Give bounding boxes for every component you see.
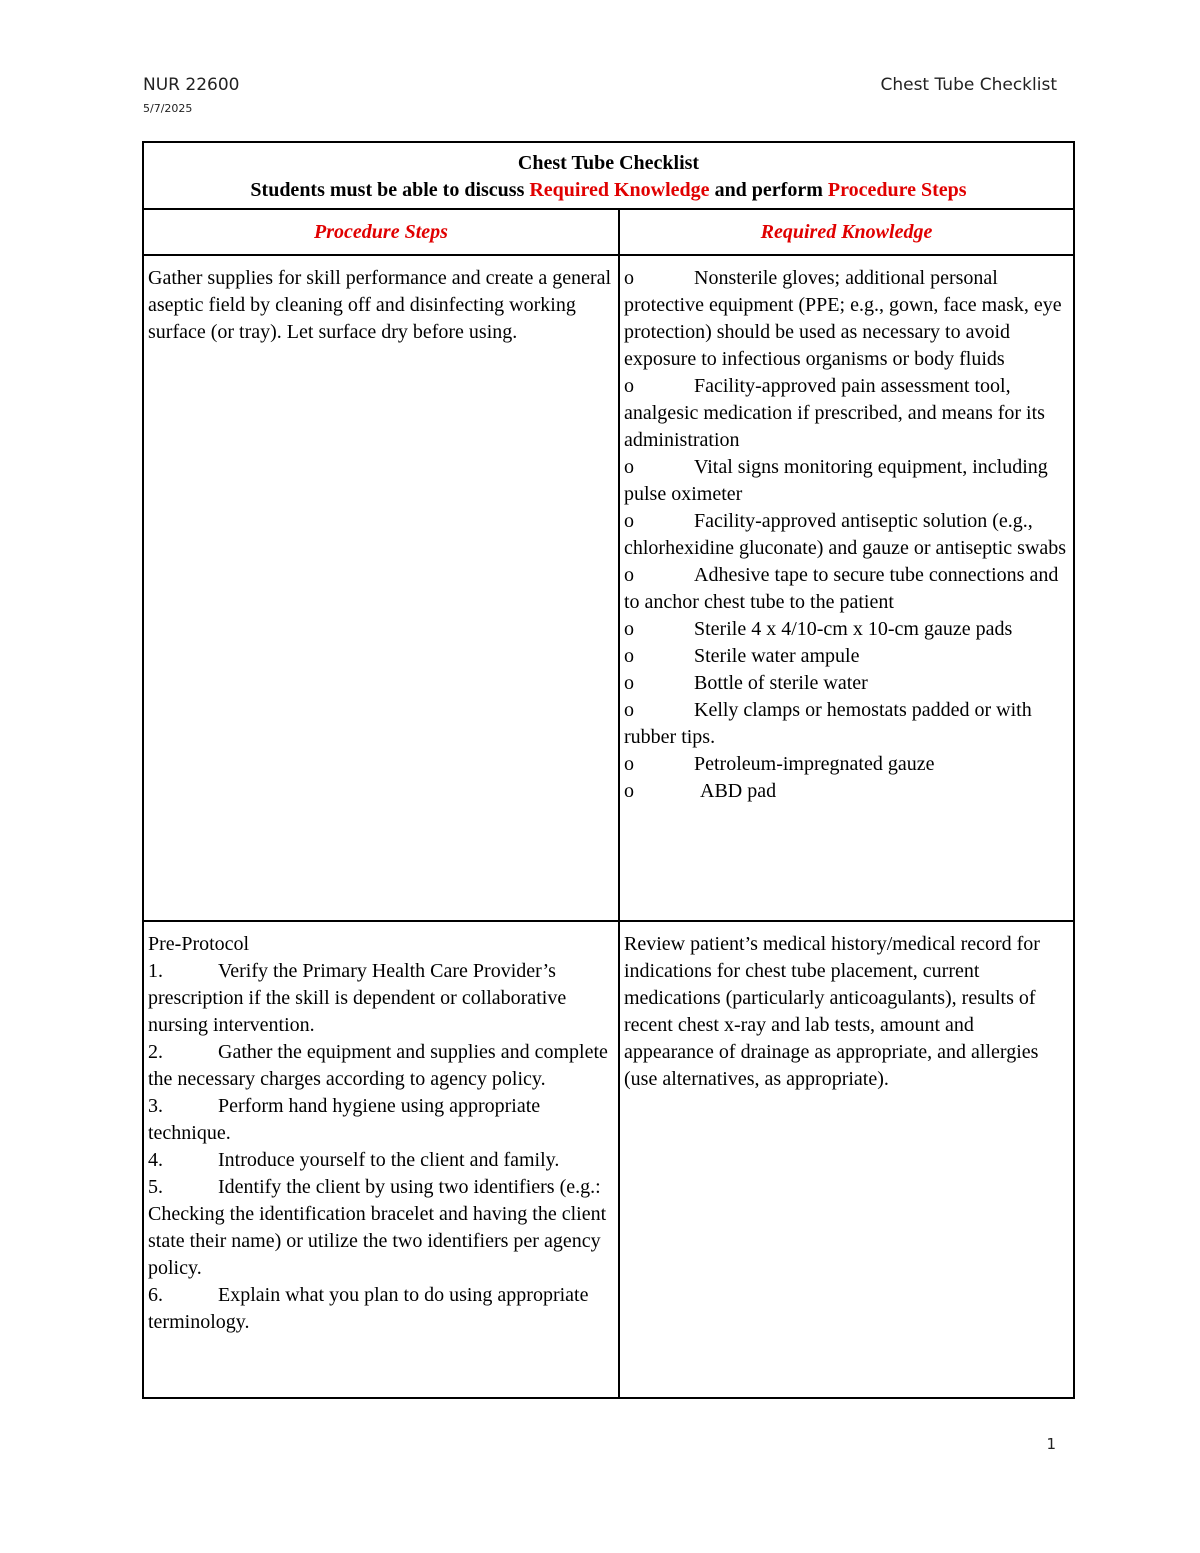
list-item-text: Petroleum-impregnated gauze xyxy=(694,753,935,775)
list-item-text: Explain what you plan to do using appropriate terminology. xyxy=(148,1284,589,1333)
bullet-marker: o xyxy=(624,564,634,586)
list-item xyxy=(624,616,1067,643)
list-item xyxy=(624,508,1067,562)
list-item xyxy=(148,1039,612,1093)
step-number: 2. xyxy=(148,1041,163,1063)
document-date: 5/7/2025 xyxy=(143,102,193,115)
list-item-text: Identify the client by using two identifiers (e.g.: Checking the identification bracelet and having the client state their name) or utilize the two identifiers per agency policy. xyxy=(148,1176,607,1279)
subtitle-prefix: Students must be able to discuss xyxy=(250,179,530,201)
table-subtitle xyxy=(148,177,1069,204)
subtitle-mid: and perform xyxy=(709,179,828,201)
bullet-marker: o xyxy=(624,780,634,802)
bullet-marker: o xyxy=(624,672,634,694)
list-item xyxy=(148,1282,612,1336)
list-item xyxy=(148,1174,612,1282)
required-knowledge-cell xyxy=(619,921,1074,1398)
list-item-text: Vital signs monitoring equipment, including pulse oximeter xyxy=(624,456,1048,505)
list-item-text: ABD pad xyxy=(700,780,777,802)
pre-protocol-heading: Pre-Protocol xyxy=(148,933,250,955)
procedure-step-text: Gather supplies for skill performance and create a general aseptic field by cleaning off and disinfecting working surface (or tray). Let surface dry before using. xyxy=(148,267,612,343)
list-item-text: Verify the Primary Health Care Provider’s prescription if the skill is dependent or collaborative nursing intervention. xyxy=(148,960,567,1036)
step-number: 5. xyxy=(148,1176,163,1198)
title-row xyxy=(143,142,1074,209)
list-item-text: Perform hand hygiene using appropriate technique. xyxy=(148,1095,541,1144)
list-item-text: Facility-approved antiseptic solution (e.g., chlorhexidine gluconate) and gauze or antiseptic swabs xyxy=(624,510,1067,559)
procedure-step-cell xyxy=(143,255,619,921)
list-item xyxy=(624,454,1067,508)
subtitle-knowledge: Required Knowledge xyxy=(529,179,710,201)
bullet-marker: o xyxy=(624,753,634,775)
bullet-marker: o xyxy=(624,456,634,478)
bullet-marker: o xyxy=(624,618,634,640)
bullet-marker: o xyxy=(624,645,634,667)
bullet-marker: o xyxy=(624,267,634,289)
course-code: NUR 22600 xyxy=(143,75,240,95)
list-item-text: Facility-approved pain assessment tool, analgesic medication if prescribed, and means for its administration xyxy=(624,375,1045,451)
column-header-row xyxy=(143,209,1074,255)
list-item-text: Sterile 4 x 4/10-cm x 10-cm gauze pads xyxy=(694,618,1013,640)
list-item xyxy=(624,670,1067,697)
required-knowledge-text: Review patient’s medical history/medical record for indications for chest tube placement, current medications (particularly anticoagulants), results of recent chest x-ray and lab tests, amount and appearance of drainage as appropriate, and allergies (use alternatives, as appropriate). xyxy=(624,933,1040,1090)
list-item xyxy=(148,958,612,1039)
step-number: 1. xyxy=(148,960,163,982)
table-row xyxy=(143,255,1074,921)
list-item xyxy=(624,265,1067,373)
bullet-marker: o xyxy=(624,375,634,397)
list-item xyxy=(624,643,1067,670)
required-knowledge-cell xyxy=(619,255,1074,921)
checklist-table xyxy=(142,141,1075,1399)
list-item xyxy=(148,1147,612,1174)
step-number: 3. xyxy=(148,1095,163,1117)
step-number: 4. xyxy=(148,1149,163,1171)
list-item-text: Gather the equipment and supplies and complete the necessary charges according to agency policy. xyxy=(148,1041,608,1090)
list-item xyxy=(148,1093,612,1147)
list-item-text: Adhesive tape to secure tube connections and to anchor chest tube to the patient xyxy=(624,564,1059,613)
procedure-step-cell xyxy=(143,921,619,1398)
page-number: 1 xyxy=(1046,1435,1056,1453)
subtitle-steps: Procedure Steps xyxy=(827,179,967,201)
column-header-required-knowledge: Required Knowledge xyxy=(619,209,1074,255)
header-document-title: Chest Tube Checklist xyxy=(880,75,1057,95)
list-item xyxy=(624,373,1067,454)
bullet-marker: o xyxy=(624,699,634,721)
list-item-text: Bottle of sterile water xyxy=(694,672,868,694)
list-item-text: Introduce yourself to the client and family. xyxy=(218,1149,560,1171)
column-header-procedure-steps: Procedure Steps xyxy=(143,209,619,255)
list-item-text: Kelly clamps or hemostats padded or with rubber tips. xyxy=(624,699,1032,748)
list-item xyxy=(624,751,1067,778)
table-row xyxy=(143,921,1074,1398)
list-item xyxy=(624,697,1067,751)
bullet-marker: o xyxy=(624,510,634,532)
list-item xyxy=(624,562,1067,616)
list-item xyxy=(624,778,1067,805)
step-number: 6. xyxy=(148,1284,163,1306)
table-title: Chest Tube Checklist xyxy=(517,152,700,174)
list-item-text: Nonsterile gloves; additional personal protective equipment (PPE; e.g., gown, face mask, eye protection) should be used as necessary to avoid exposure to infectious organisms or body fluids xyxy=(624,267,1062,370)
title-cell xyxy=(143,142,1074,209)
list-item-text: Sterile water ampule xyxy=(694,645,860,667)
